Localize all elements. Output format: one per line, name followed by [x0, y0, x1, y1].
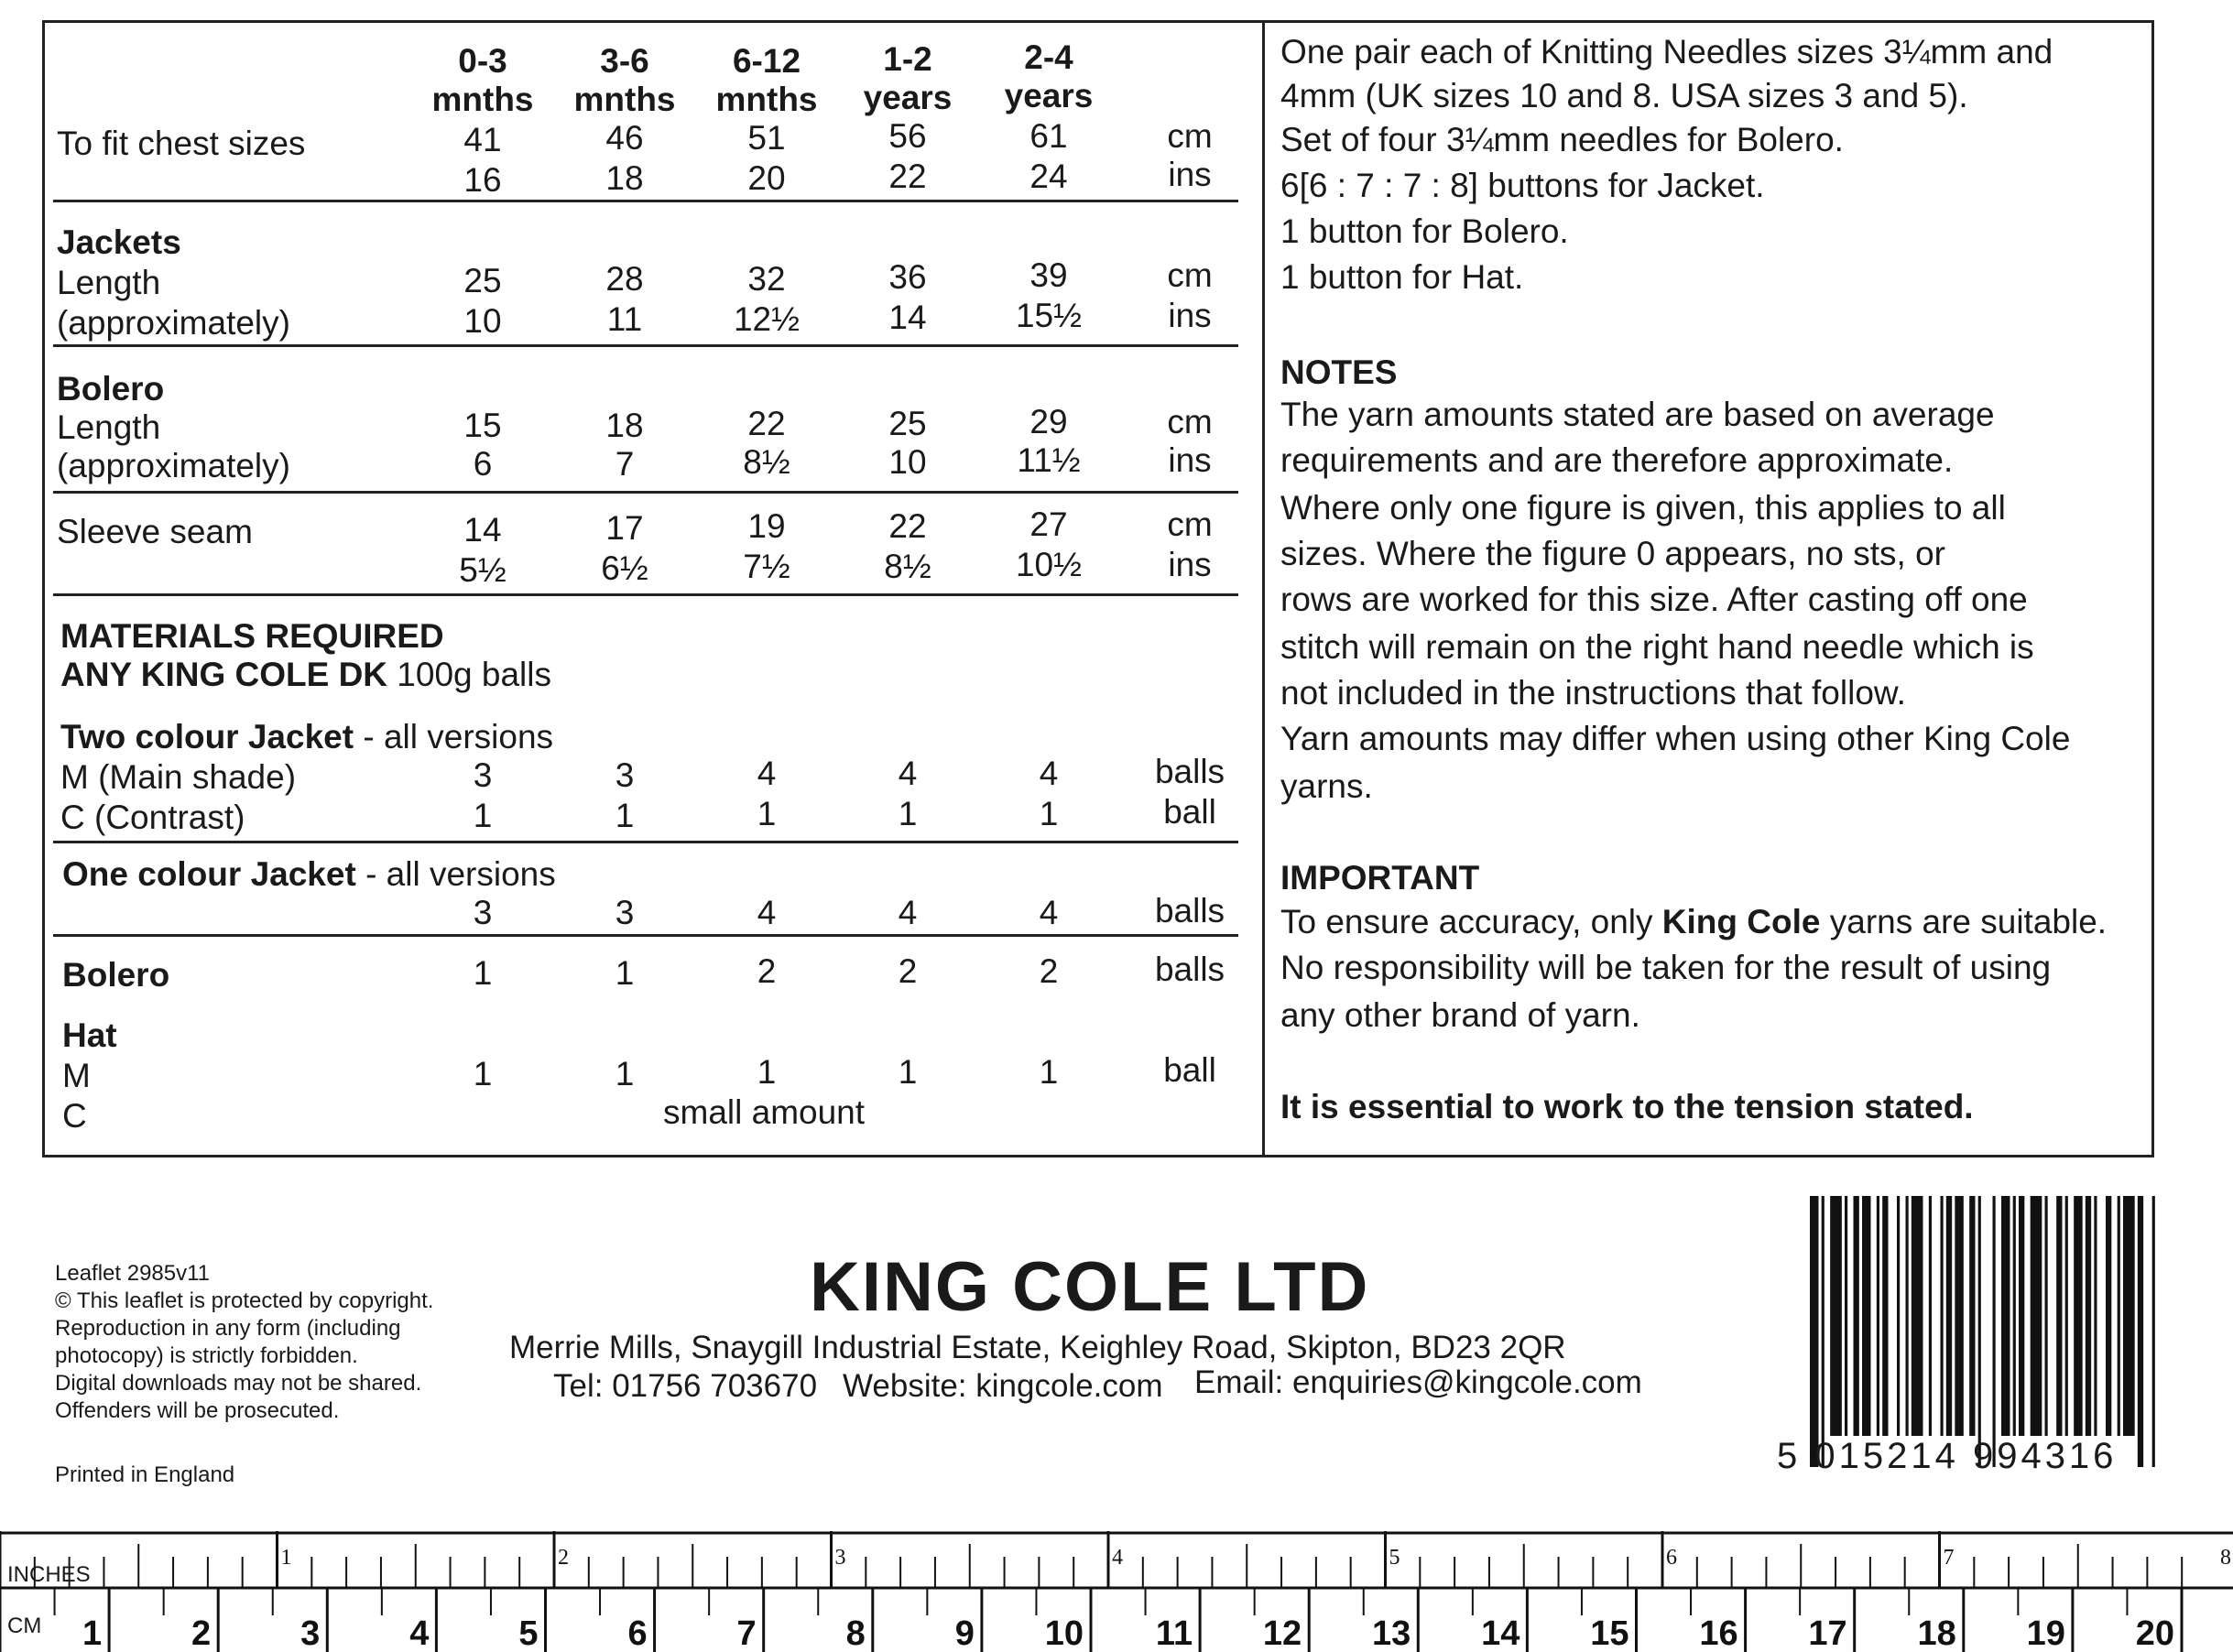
cm-number: 1 [82, 1614, 103, 1652]
size-col-3-line2: years [863, 79, 953, 116]
cm-number: 19 [2026, 1614, 2065, 1652]
barcode-bar [2056, 1196, 2062, 1436]
sleeve-unit-cm: cm [1167, 505, 1213, 543]
barcode-bar [1906, 1196, 1909, 1436]
notes-line-5: rows are worked for this size. After casting off one [1280, 581, 2028, 618]
email: Email: enquiries@kingcole.com [1194, 1364, 1642, 1400]
bolero-cm-3: 25 [888, 405, 927, 442]
size-col-0-line2: mnths [431, 81, 534, 118]
sleeve-in-2: 7½ [743, 548, 790, 585]
one-colour-4: 4 [1039, 894, 1059, 931]
jackets-unit-cm: cm [1167, 256, 1213, 294]
size-col-3-line1: 1-2 [883, 40, 932, 78]
website: Website: kingcole.com [843, 1368, 1163, 1404]
needles-line-2: 4mm (UK sizes 10 and 8. USA sizes 3 and 5). [1280, 77, 1968, 114]
needles-line-1: One pair each of Knitting Needles sizes 3¼mm and [1280, 33, 2053, 71]
bolero-in-0: 6 [473, 445, 493, 483]
barcode-bar [1877, 1196, 1879, 1436]
address: Merrie Mills, Snaygill Industrial Estate, Keighley Road, Skipton, BD23 2QR [509, 1330, 1566, 1365]
cm-number: 6 [627, 1614, 648, 1652]
two-colour-m-4: 4 [1039, 755, 1059, 792]
rule [53, 934, 1238, 937]
two-colour-m-3: 4 [898, 755, 918, 792]
important-line-1-brand: King Cole [1661, 903, 1821, 940]
bolero-unit-cm: cm [1167, 403, 1213, 440]
jackets-cm-3: 36 [888, 258, 927, 296]
cm-number: 15 [1590, 1614, 1629, 1652]
bolero-balls-1: 1 [615, 954, 635, 992]
important-line-2: No responsibility will be taken for the result of using [1280, 949, 2052, 986]
barcode-bar [1810, 1196, 1819, 1467]
cm-number: 18 [1917, 1614, 1956, 1652]
notes-line-6: stitch will remain on the right hand needle which is [1280, 628, 2034, 666]
barcode-bar [1822, 1196, 1825, 1467]
two-colour-c-3: 1 [898, 795, 918, 832]
hat-c-amount: small amount [663, 1093, 866, 1131]
notes-line-4: sizes. Where the figure 0 appears, no sts, or [1280, 535, 1945, 572]
sleeve-in-3: 8½ [884, 548, 931, 585]
bolero-in-1: 7 [615, 445, 635, 483]
bolero-in-4: 11½ [1017, 441, 1081, 479]
jackets-length-label: Length [57, 264, 161, 301]
buttons-bolero: 1 button for Bolero. [1280, 212, 1569, 250]
materials-heading: MATERIALS REQUIRED [60, 617, 444, 655]
sleeve-cm-3: 22 [888, 507, 927, 545]
jackets-cm-4: 39 [1029, 256, 1068, 294]
size-col-2-line1: 6-12 [732, 42, 801, 80]
size-col-4-line1: 2-4 [1024, 38, 1073, 76]
one-colour-2: 4 [757, 894, 777, 931]
chest-unit-in: ins [1168, 156, 1212, 193]
barcode-bar [2019, 1196, 2024, 1436]
cm-number: 12 [1262, 1614, 1302, 1652]
jackets-in-3: 14 [888, 299, 927, 336]
barcode-bar [2031, 1196, 2042, 1436]
cm-number: 4 [409, 1614, 430, 1652]
important-line-1-pre: To ensure accuracy, only [1280, 903, 1662, 940]
copyright-line-1: © This leaflet is protected by copyright. [55, 1288, 434, 1313]
two-colour-m-1: 3 [615, 756, 635, 794]
hat-m-0: 1 [473, 1055, 493, 1092]
notes-heading: NOTES [1280, 353, 1398, 391]
notes-line-3: Where only one figure is given, this applies to all [1280, 489, 2006, 527]
barcode-bar [2138, 1196, 2143, 1467]
size-col-2-line2: mnths [715, 81, 818, 118]
cm-number: 17 [1808, 1614, 1847, 1652]
barcode-bar [2013, 1196, 2016, 1436]
bolero-length-label: Length [57, 408, 161, 446]
chest-in-4: 24 [1029, 158, 1068, 195]
jackets-in-2: 12½ [733, 300, 800, 338]
chest-label: To fit chest sizes [57, 125, 306, 162]
barcode-bar [2152, 1196, 2155, 1467]
column-divider [1262, 20, 1265, 1157]
buttons-hat: 1 button for Hat. [1280, 258, 1524, 296]
bolero-cm-4: 29 [1029, 403, 1068, 440]
jackets-in-1: 11 [606, 300, 643, 338]
bolero-unit-in: ins [1168, 441, 1212, 479]
two-colour-c-label: C (Contrast) [60, 799, 245, 836]
hat-m-4: 1 [1039, 1053, 1059, 1091]
cm-number: 13 [1372, 1614, 1411, 1652]
barcode-bar [1993, 1196, 1996, 1467]
bolero-heading: Bolero [57, 370, 165, 408]
bolero-cm-2: 22 [747, 405, 786, 442]
chest-unit-cm: cm [1167, 117, 1213, 155]
bolero-cm-0: 15 [463, 407, 502, 444]
important-heading: IMPORTANT [1280, 859, 1480, 897]
one-colour-heading [62, 855, 556, 894]
copyright-line-3: photocopy) is strictly forbidden. [55, 1343, 358, 1368]
hat-m-2: 1 [757, 1053, 777, 1091]
barcode-bar [2106, 1196, 2111, 1436]
sleeve-label: Sleeve seam [57, 513, 253, 550]
barcode-bar [1946, 1196, 1952, 1436]
sleeve-cm-1: 17 [605, 509, 644, 547]
materials-yarn-brand: ANY KING COLE DK [60, 656, 388, 693]
tension-note: It is essential to work to the tension stated. [1280, 1088, 1974, 1125]
copyright-line-5: Offenders will be prosecuted. [55, 1398, 340, 1423]
rule [53, 344, 1238, 347]
barcode-bar [1929, 1196, 1932, 1436]
cm-number: 16 [1699, 1614, 1738, 1652]
barcode-bar [2123, 1196, 2135, 1436]
jackets-in-4: 15½ [1015, 297, 1082, 334]
size-col-1-line2: mnths [573, 81, 676, 118]
materials-yarn [60, 656, 551, 694]
chest-in-0: 16 [463, 161, 502, 199]
copyright-line-2: Reproduction in any form (including [55, 1316, 401, 1341]
chest-cm-2: 51 [747, 119, 786, 157]
rule [53, 491, 1238, 494]
cm-number: 11 [1155, 1614, 1193, 1652]
hat-m-3: 1 [898, 1053, 918, 1091]
two-colour-c-2: 1 [757, 795, 777, 832]
chest-cm-0: 41 [463, 121, 502, 158]
cm-number: 5 [518, 1614, 539, 1652]
barcode-number: 5 015214 994316 [1777, 1436, 2118, 1476]
two-colour-c-unit: ball [1163, 793, 1216, 831]
inch-number: 5 [1389, 1546, 1400, 1570]
materials-yarn-weight: 100g balls [387, 656, 551, 693]
sleeve-in-1: 6½ [601, 549, 648, 587]
bolero-materials-heading: Bolero [62, 956, 170, 994]
measuring-ruler [0, 1531, 2233, 1652]
two-colour-m-2: 4 [757, 755, 777, 792]
notes-line-1: The yarn amounts stated are based on average [1280, 396, 1995, 433]
sleeve-unit-in: ins [1168, 546, 1212, 583]
chest-cm-1: 46 [605, 119, 644, 157]
two-colour-m-0: 3 [473, 756, 493, 794]
sleeve-cm-0: 14 [463, 511, 502, 549]
size-col-4-line2: years [1004, 77, 1094, 114]
barcode-bar [1854, 1196, 1859, 1436]
one-colour-unit: balls [1154, 892, 1225, 929]
two-colour-c-0: 1 [473, 797, 493, 834]
barcode-bar [2045, 1196, 2048, 1436]
chest-in-1: 18 [605, 159, 644, 197]
ruler-inches-label: INCHES [7, 1562, 91, 1587]
inch-number: 2 [558, 1546, 569, 1570]
barcode-bar [2118, 1196, 2120, 1436]
sleeve-cm-2: 19 [747, 507, 786, 545]
barcode-bar [1897, 1196, 1900, 1436]
hat-c-label: C [62, 1097, 87, 1135]
cm-number: 20 [2135, 1614, 2174, 1652]
buttons-jacket: 6[6 : 7 : 7 : 8] buttons for Jacket. [1280, 167, 1765, 204]
bolero-in-2: 8½ [743, 443, 790, 481]
bolero-balls-0: 1 [473, 954, 493, 992]
barcode-bar [1969, 1196, 1975, 1436]
size-col-0-line1: 0-3 [458, 42, 507, 80]
barcode-bar [1830, 1196, 1842, 1436]
needles-line-3: Set of four 3¼mm needles for Bolero. [1280, 121, 1844, 158]
bolero-balls-3: 2 [898, 952, 918, 990]
hat-m-unit: ball [1163, 1051, 1216, 1089]
inch-number: 7 [1943, 1546, 1955, 1570]
cm-number: 7 [736, 1614, 757, 1652]
inch-number: 8 [2220, 1546, 2231, 1570]
sleeve-in-0: 5½ [459, 551, 507, 589]
telephone: Tel: 01756 703670 [553, 1368, 818, 1404]
barcode-bar [2086, 1196, 2091, 1436]
barcode-image [1810, 1196, 2158, 1467]
rule [53, 841, 1238, 843]
bolero-cm-1: 18 [605, 407, 644, 444]
rule [53, 200, 1238, 202]
inch-number: 6 [1666, 1546, 1677, 1570]
hat-heading: Hat [62, 1016, 117, 1054]
chest-in-2: 20 [747, 159, 786, 197]
jackets-in-0: 10 [463, 302, 502, 340]
bolero-balls-2: 2 [757, 952, 777, 990]
two-colour-m-label: M (Main shade) [60, 758, 297, 796]
cm-number: 2 [191, 1614, 212, 1652]
two-colour-heading [60, 718, 553, 756]
bolero-approx-label: (approximately) [57, 447, 290, 484]
leaflet-number: Leaflet 2985v11 [55, 1261, 211, 1286]
inch-number: 1 [280, 1546, 292, 1570]
barcode-bar [2074, 1196, 2083, 1436]
cm-number: 3 [300, 1614, 321, 1652]
important-line-1 [1280, 903, 2107, 941]
sleeve-in-4: 10½ [1015, 546, 1082, 583]
two-colour-c-1: 1 [615, 797, 635, 834]
jackets-cm-0: 25 [463, 262, 502, 299]
two-colour-subtitle: - all versions [354, 718, 554, 755]
chest-in-3: 22 [888, 158, 927, 195]
bolero-in-3: 10 [888, 443, 927, 481]
bolero-balls-4: 2 [1039, 952, 1059, 990]
cm-number: 9 [954, 1614, 975, 1652]
two-colour-m-unit: balls [1154, 753, 1225, 790]
jackets-heading: Jackets [57, 223, 181, 261]
barcode-bar [1862, 1196, 1871, 1436]
important-line-1-post: yarns are suitable. [1820, 903, 2108, 940]
ruler-cm-label: CM [7, 1614, 42, 1638]
notes-line-2: requirements and are therefore approximate. [1280, 441, 1954, 479]
inch-number: 3 [834, 1546, 846, 1570]
jackets-cm-1: 28 [605, 260, 644, 298]
jackets-cm-2: 32 [747, 260, 786, 298]
cm-number: 8 [845, 1614, 866, 1652]
inch-number: 4 [1112, 1546, 1123, 1570]
jackets-unit-in: ins [1168, 297, 1212, 334]
brand-name: KING COLE LTD [810, 1248, 1370, 1326]
one-colour-0: 3 [473, 894, 493, 931]
one-colour-3: 4 [898, 894, 918, 931]
one-colour-subtitle: - all versions [355, 855, 556, 893]
chest-cm-4: 61 [1029, 117, 1068, 155]
rule [53, 593, 1238, 596]
printed-in: Printed in England [55, 1462, 235, 1487]
hat-m-1: 1 [615, 1055, 635, 1092]
notes-line-9: yarns. [1280, 767, 1373, 805]
barcode-bar [1845, 1196, 1847, 1436]
cm-number: 14 [1481, 1614, 1520, 1652]
notes-line-8: Yarn amounts may differ when using other King Cole [1280, 720, 2071, 757]
jackets-approx-label: (approximately) [57, 304, 290, 342]
barcode-bar [1941, 1196, 1944, 1436]
copyright-line-4: Digital downloads may not be shared. [55, 1371, 422, 1396]
two-colour-c-4: 1 [1039, 795, 1059, 832]
chest-cm-3: 56 [888, 117, 927, 155]
notes-line-7: not included in the instructions that follow. [1280, 674, 1906, 712]
barcode-bar [1912, 1196, 1923, 1436]
cm-number: 10 [1044, 1614, 1084, 1652]
one-colour-1: 3 [615, 894, 635, 931]
barcode-bar [2094, 1196, 2097, 1436]
sleeve-cm-4: 27 [1029, 505, 1068, 543]
bolero-balls-unit: balls [1154, 951, 1225, 988]
barcode-bar [1882, 1196, 1888, 1436]
barcode-bar [2065, 1196, 2068, 1436]
one-colour-title: One colour Jacket [62, 855, 356, 893]
two-colour-title: Two colour Jacket [60, 718, 354, 755]
important-line-3: any other brand of yarn. [1280, 996, 1640, 1034]
barcode-bar [1978, 1196, 1981, 1467]
barcode-bar [1955, 1196, 1964, 1436]
size-col-1-line1: 3-6 [600, 42, 649, 80]
hat-m-label: M [62, 1057, 91, 1094]
barcode-bar [2001, 1196, 2010, 1436]
